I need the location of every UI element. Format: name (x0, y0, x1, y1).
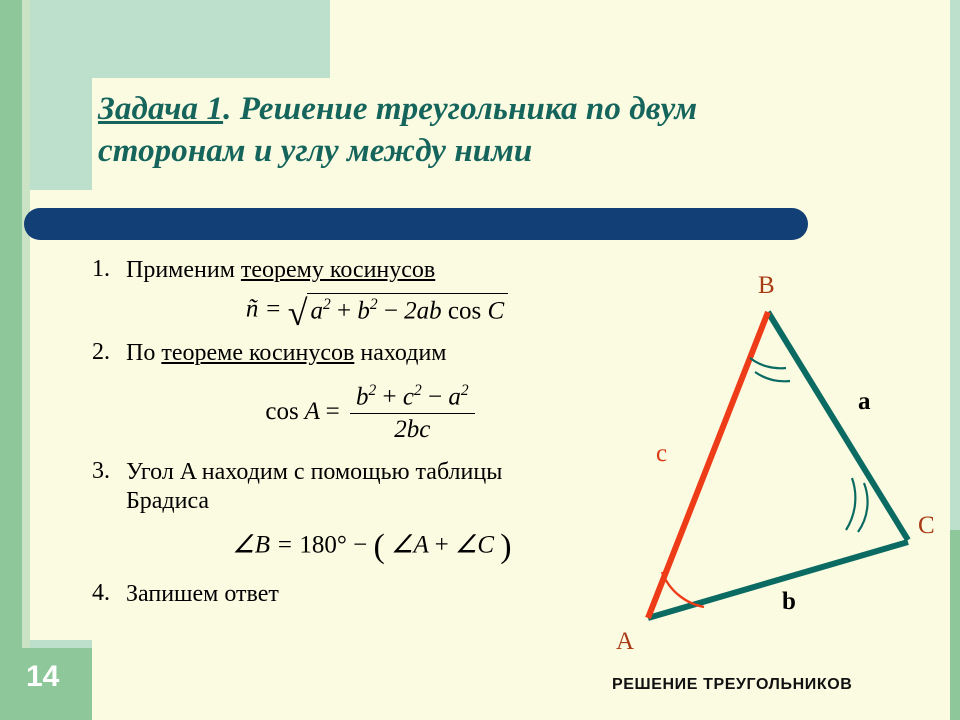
page-number: 14 (26, 660, 60, 693)
footer-label: РЕШЕНИЕ ТРЕУГОЛЬНИКОВ (612, 676, 853, 693)
step-3-number: 3. (92, 457, 110, 484)
formula2-num-plus: + (382, 382, 397, 410)
step-4 (92, 580, 652, 609)
side-label-c: c (656, 440, 668, 467)
triangle-diagram (600, 250, 960, 680)
vertex-label-a: A (616, 628, 635, 655)
top-left-decor-block (30, 0, 92, 190)
formula2-fraction (350, 382, 475, 444)
formula1-2ab: 2ab (404, 297, 442, 325)
side-label-b: b (782, 588, 796, 615)
formula1-a: a (310, 297, 323, 325)
formula2-num-c: c (402, 382, 414, 410)
formula2-var: A (304, 397, 320, 425)
formula1-b-exp: 2 (369, 295, 378, 313)
formula1-cos: cos (447, 297, 482, 325)
title-rest: . Решение треугольника по двум сторонам и углу между ними (98, 91, 698, 170)
formula2-numerator (350, 382, 475, 414)
formula2-num-b-exp: 2 (368, 381, 377, 399)
formula3-open-paren: ( (373, 527, 385, 565)
formula-cos-a (92, 382, 652, 444)
title-underline-bar (24, 208, 808, 240)
vertex-label-c: C (918, 512, 935, 539)
formula1-b: b (357, 297, 370, 325)
steps-list (92, 256, 652, 610)
step-1-text-underlined: теорему косинусов (240, 257, 436, 283)
step-2 (92, 339, 652, 368)
formula3-term1: ∠A (391, 531, 429, 559)
left-light-band (22, 0, 30, 720)
formula2-num-c-exp: 2 (413, 381, 422, 399)
formula3-close-paren: ) (500, 527, 512, 565)
radical-icon: √ (287, 292, 308, 333)
side-a-line (768, 312, 908, 540)
formula2-num-a: a (448, 382, 461, 410)
step-2-number: 2. (92, 338, 110, 365)
vertex-label-b: B (758, 272, 775, 299)
page-title (98, 88, 828, 172)
formula3-minus: − (353, 531, 368, 559)
sqrt-symbol (287, 292, 509, 333)
angle-arc-b-2 (755, 372, 790, 381)
side-b-line (648, 542, 908, 618)
side-label-a: a (858, 388, 871, 415)
formula3-plus: + (434, 531, 449, 559)
step-3 (92, 458, 652, 516)
angle-arc-b-1 (750, 358, 786, 368)
step-4-number: 4. (92, 579, 110, 606)
formula1-angle: C (487, 297, 505, 325)
step-2-text-before: По (126, 339, 162, 366)
formula1-plus: + (336, 297, 352, 325)
formula3-term2: ∠C (454, 531, 495, 559)
formula2-num-minus: − (427, 382, 443, 410)
formula2-num-a-exp: 2 (460, 381, 469, 399)
angle-arc-c-2 (846, 478, 855, 530)
formula-law-of-cosines (92, 292, 652, 333)
formula1-radicand (307, 293, 508, 329)
formula2-equals: = (325, 397, 340, 425)
step-2-text-underlined: теореме косинусов (161, 339, 355, 366)
angle-arc-c-1 (858, 483, 868, 532)
formula1-lhs: ñ = (245, 295, 282, 323)
step-2-text-after: находим (354, 339, 447, 366)
left-green-band (0, 0, 22, 720)
step-3-text: Угол A находим с помощью таблицы Брадиса (126, 458, 503, 514)
step-2-text (126, 339, 446, 368)
formula2-num-b: b (356, 382, 369, 410)
formula2-denominator: 2bc (394, 415, 431, 443)
step-1-text-before: Применим (126, 257, 241, 283)
triangle-svg (600, 250, 960, 680)
step-4-text: Запишем ответ (126, 580, 279, 607)
title-task-label: Задача 1 (98, 91, 224, 127)
formula2-cos: cos (265, 397, 299, 425)
step-1-text (126, 256, 435, 285)
formula1-a-exp: 2 (322, 295, 331, 313)
formula3-lhs: ∠B = (232, 531, 294, 559)
formula-angle-b (92, 528, 652, 566)
step-1 (92, 256, 652, 285)
step-1-number: 1. (92, 256, 110, 282)
formula3-value: 180° (299, 531, 347, 559)
formula1-minus: − (383, 297, 398, 325)
